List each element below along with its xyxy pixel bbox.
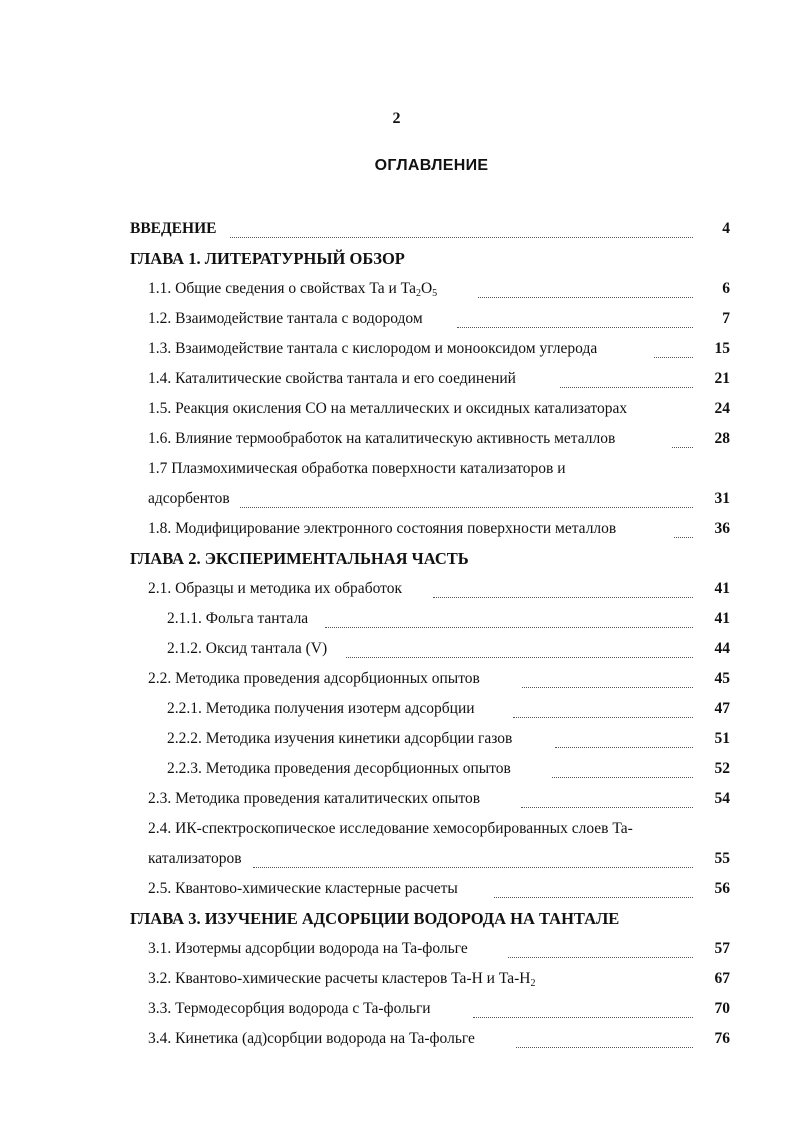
toc-entry-page: 47 xyxy=(714,700,730,717)
toc-entry-title: 2.1. Образцы и методика их обработок xyxy=(148,580,402,597)
toc-entry-2-1-1 xyxy=(0,604,793,634)
toc-entry-page: 7 xyxy=(722,310,730,327)
dot-leader xyxy=(521,807,693,808)
toc-entry-page: 28 xyxy=(714,430,730,447)
toc-entry-2-5 xyxy=(0,874,793,904)
toc-entry-title: 1.2. Взаимодействие тантала с водородом xyxy=(148,310,423,327)
dot-leader xyxy=(433,597,693,598)
toc-entry-title: 1.5. Реакция окисления СО на металлических и оксидных катализаторах xyxy=(148,400,628,417)
toc-entry-title: 3.2. Квантово-химические расчеты кластеров Ta-H и $Ta-H_2$ xyxy=(148,970,536,989)
toc-entry-page: 45 xyxy=(714,670,730,687)
toc-entry-2-4 xyxy=(0,814,793,844)
toc-entry-2-1-2 xyxy=(0,634,793,664)
dot-leader xyxy=(654,357,693,358)
toc-chapter-title: ГЛАВА 3. ИЗУЧЕНИЕ АДСОРБЦИИ ВОДОРОДА НА ТАНТАЛЕ xyxy=(130,909,620,928)
toc-entry-1-3 xyxy=(0,334,793,364)
toc-entry-1-1 xyxy=(0,274,793,304)
toc-entry-page: 36 xyxy=(714,520,730,537)
toc-entry-page: 55 xyxy=(714,850,730,867)
toc-entry-title: 1.7 Плазмохимическая обработка поверхности катализаторов и xyxy=(148,460,566,477)
toc-entry-page: 56 xyxy=(714,880,730,897)
toc-entry-2-2-2 xyxy=(0,724,793,754)
toc-entry-2-2-3 xyxy=(0,754,793,784)
toc-entry-3-2 xyxy=(0,964,793,994)
toc-entry-title: 1.8. Модифицирование электронного состояния поверхности металлов xyxy=(148,520,617,537)
toc-entry-title: 1.3. Взаимодействие тантала с кислородом и монооксидом углерода xyxy=(148,340,598,357)
toc-entry-page: 70 xyxy=(714,1000,730,1017)
toc-entry-page: 76 xyxy=(714,1030,730,1047)
toc-entry-2-3 xyxy=(0,784,793,814)
dot-leader xyxy=(516,1047,693,1048)
dot-leader xyxy=(522,687,693,688)
dot-leader xyxy=(253,867,693,868)
toc-entry-title: 1.6. Влияние термообработок на каталитическую активность металлов xyxy=(148,430,616,447)
toc-entry-page: 6 xyxy=(722,280,730,297)
toc-entry-1-2 xyxy=(0,304,793,334)
dot-leader xyxy=(555,747,693,748)
toc-entry-introduction xyxy=(0,214,793,244)
toc-entry-title: 2.3. Методика проведения каталитических опытов xyxy=(148,790,481,807)
toc-entry-title: 2.1.1. Фольга тантала xyxy=(167,610,309,627)
toc-entry-title: 2.2.1. Методика получения изотерм адсорбции xyxy=(167,700,475,717)
toc-entry-title: 2.2.3. Методика проведения десорбционных опытов xyxy=(167,760,511,777)
dot-leader xyxy=(325,627,693,628)
dot-leader xyxy=(508,957,693,958)
dot-leader xyxy=(230,237,693,238)
toc-chapter-2 xyxy=(0,544,793,574)
toc-entry-page: 4 xyxy=(722,220,730,237)
toc-entry-1-8 xyxy=(0,514,793,544)
toc-entry-page: 24 xyxy=(714,400,730,417)
toc-chapter-3 xyxy=(0,904,793,934)
toc-entry-title: 2.5. Квантово-химические кластерные расчеты xyxy=(148,880,458,897)
page-number: 2 xyxy=(392,110,401,127)
toc-entry-2-2-1 xyxy=(0,694,793,724)
toc-entry-1-7 xyxy=(0,454,793,484)
toc-entry-1-4 xyxy=(0,364,793,394)
toc-entry-title: 2.2.2. Методика изучения кинетики адсорбции газов xyxy=(167,730,513,747)
toc-entry-title: 3.4. Кинетика (ад)сорбции водорода на Ta-фольге xyxy=(148,1030,475,1047)
toc-entry-title: 3.1. Изотермы адсорбции водорода на Ta-фольге xyxy=(148,940,468,957)
toc-chapter-title: ГЛАВА 1. ЛИТЕРАТУРНЫЙ ОБЗОР xyxy=(130,249,405,268)
dot-leader xyxy=(560,387,693,388)
toc-entry-page: 52 xyxy=(714,760,730,777)
dot-leader xyxy=(494,897,693,898)
dot-leader xyxy=(240,507,693,508)
toc-entry-2-2 xyxy=(0,664,793,694)
toc-entry-3-3 xyxy=(0,994,793,1024)
toc-entry-title: ВВЕДЕНИЕ xyxy=(130,220,217,237)
toc-entry-title: 1.1. Общие сведения о свойствах Ta и $Ta_2O_5$ xyxy=(148,280,438,299)
toc-entry-1-5 xyxy=(0,394,793,424)
toc-entry-page: 41 xyxy=(714,610,730,627)
toc-entry-page: 67 xyxy=(714,970,730,987)
toc-entry-title: 3.3. Термодесорбция водорода с Ta-фольги xyxy=(148,1000,431,1017)
dot-leader xyxy=(478,297,693,298)
toc-entry-page: 51 xyxy=(714,730,730,747)
toc-entry-page: 31 xyxy=(714,490,730,507)
toc-entry-1-6 xyxy=(0,424,793,454)
toc-entry-1-7-continued xyxy=(0,484,793,514)
dot-leader xyxy=(513,717,693,718)
toc-entry-page: 41 xyxy=(714,580,730,597)
toc-entry-title: 2.1.2. Оксид тантала (V) xyxy=(167,640,328,657)
toc-entry-page: 15 xyxy=(714,340,730,357)
dot-leader xyxy=(473,1017,693,1018)
toc-entry-title: катализаторов xyxy=(148,850,242,867)
toc-entry-2-1 xyxy=(0,574,793,604)
toc-entry-page: 44 xyxy=(714,640,730,657)
toc-heading: ОГЛАВЛЕНИЕ xyxy=(374,157,489,174)
toc-entry-title: 2.4. ИК-спектроскопическое исследование хемосорбированных слоев Ta- xyxy=(148,820,633,837)
toc-entry-title: 1.4. Каталитические свойства тантала и его соединений xyxy=(148,370,516,387)
dot-leader xyxy=(552,777,693,778)
toc-entry-page: 21 xyxy=(714,370,730,387)
toc-entry-page: 57 xyxy=(714,940,730,957)
toc-entry-title: адсорбентов xyxy=(148,490,230,507)
toc-entry-page: 54 xyxy=(714,790,730,807)
toc-entry-3-4 xyxy=(0,1024,793,1054)
toc-entry-3-1 xyxy=(0,934,793,964)
toc-entry-2-4-continued xyxy=(0,844,793,874)
toc-entry-title: 2.2. Методика проведения адсорбционных опытов xyxy=(148,670,480,687)
dot-leader xyxy=(346,657,693,658)
dot-leader xyxy=(457,327,693,328)
toc-chapter-title: ГЛАВА 2. ЭКСПЕРИМЕНТАЛЬНАЯ ЧАСТЬ xyxy=(130,549,469,568)
toc-chapter-1 xyxy=(0,244,793,274)
